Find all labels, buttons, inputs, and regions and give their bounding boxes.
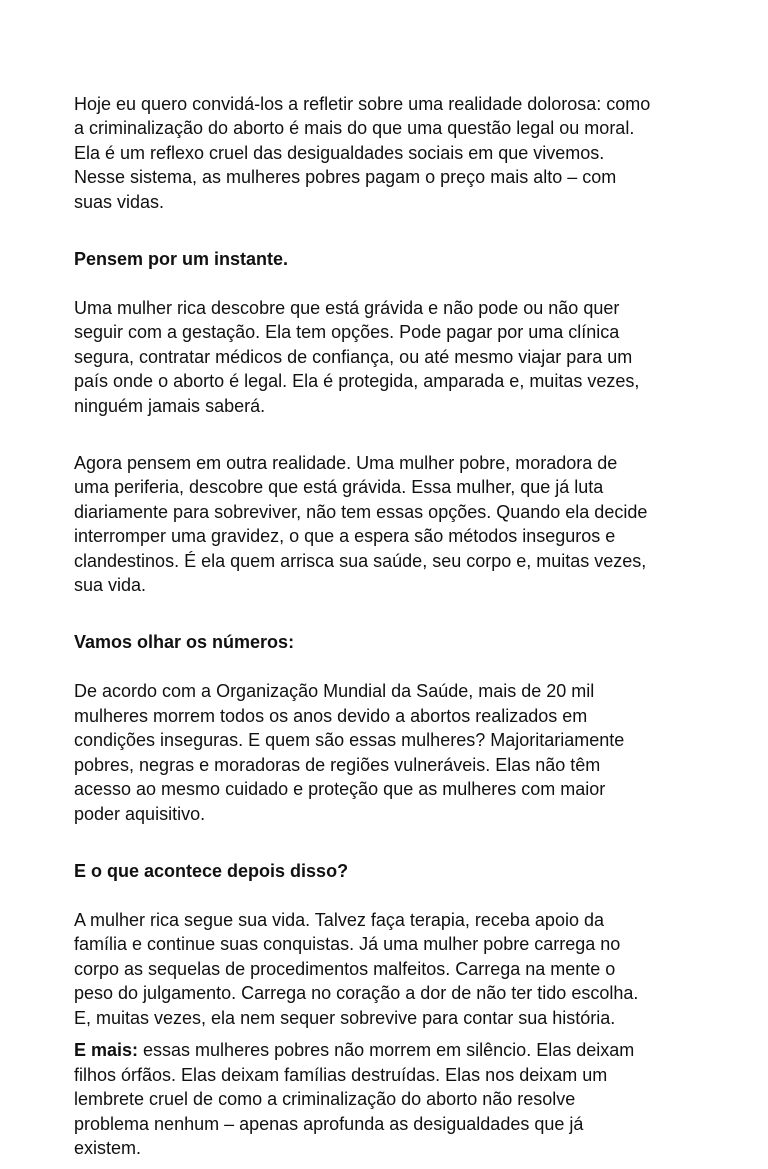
section-heading-pensem: Pensem por um instante. — [74, 248, 289, 269]
section-heading-numeros: Vamos olhar os números: — [74, 632, 295, 652]
paragraph-numbers-text: De acordo com a Organização Mundial da Saúde, mais de 20 mil mulheres morrem todos os anos devido a abortos realizados em condições inseguras. E quem são essas mulheres? Majoritariamente pobres, negras e moradoras de regiões vulneráveis. Elas não têm acesso ao mesmo cuidado e proteção que as mulheres com maior poder aquisitivo. — [74, 681, 625, 824]
paragraph-conclusion-text: essas mulheres pobres não morrem em silêncio. Elas deixam filhos órfãos. Elas deixam famílias destruídas. Elas nos deixam um lembrete cruel de como a criminalização do aborto não resolve problema nenhum – apenas aprofunda as desigualdades que já existem. — [74, 1040, 635, 1158]
paragraph-poor-woman-text: Agora pensem em outra realidade. Uma mulher pobre, moradora de uma periferia, descobre que está grávida. Essa mulher, que já luta diariamente para sobreviver, não tem essas opções. Quando ela decide interromper uma gravidez, o que a espera são métodos inseguros e clandestinos. É ela quem arrisca sua saúde, seu corpo e, muitas vezes, sua vida. — [74, 452, 648, 595]
paragraph-intro-text: Hoje eu quero convidá-los a refletir sobre uma realidade dolorosa: como a criminalização do aborto é mais do que uma questão legal ou moral. Ela é um reflexo cruel das desigualdades sociais em que vivemos. Nesse sistema, as mulheres pobres pagam o preço mais alto – com suas vidas. — [74, 93, 651, 212]
paragraph-intro — [74, 67, 698, 214]
paragraph-conclusion — [74, 1038, 698, 1161]
paragraph-rich-woman — [74, 222, 698, 418]
document-body — [74, 67, 698, 1169]
paragraph-poor-woman — [74, 426, 698, 598]
paragraph-aftermath — [74, 834, 698, 1030]
conclusion-lead: E mais: — [74, 1040, 139, 1060]
section-heading-depois: E o que acontece depois disso? — [74, 860, 349, 881]
paragraph-rich-woman-text: Uma mulher rica descobre que está grávida e não pode ou não quer seguir com a gestação. Ela tem opções. Pode pagar por uma clínica segura, contratar médicos de confiança, ou até mesmo viajar para um país onde o aborto é legal. Ela é protegida, amparada e, muitas vezes, ninguém jamais saberá. — [74, 297, 640, 416]
paragraph-aftermath-text: A mulher rica segue sua vida. Talvez faça terapia, receba apoio da família e continue suas conquistas. Já uma mulher pobre carrega no corpo as sequelas de procedimentos malfeitos. Carrega na mente o peso do julgamento. Carrega no coração a dor de não ter tido escolha. E, muitas vezes, ela nem sequer sobrevive para contar sua história. — [74, 909, 639, 1028]
paragraph-numbers — [74, 606, 698, 827]
